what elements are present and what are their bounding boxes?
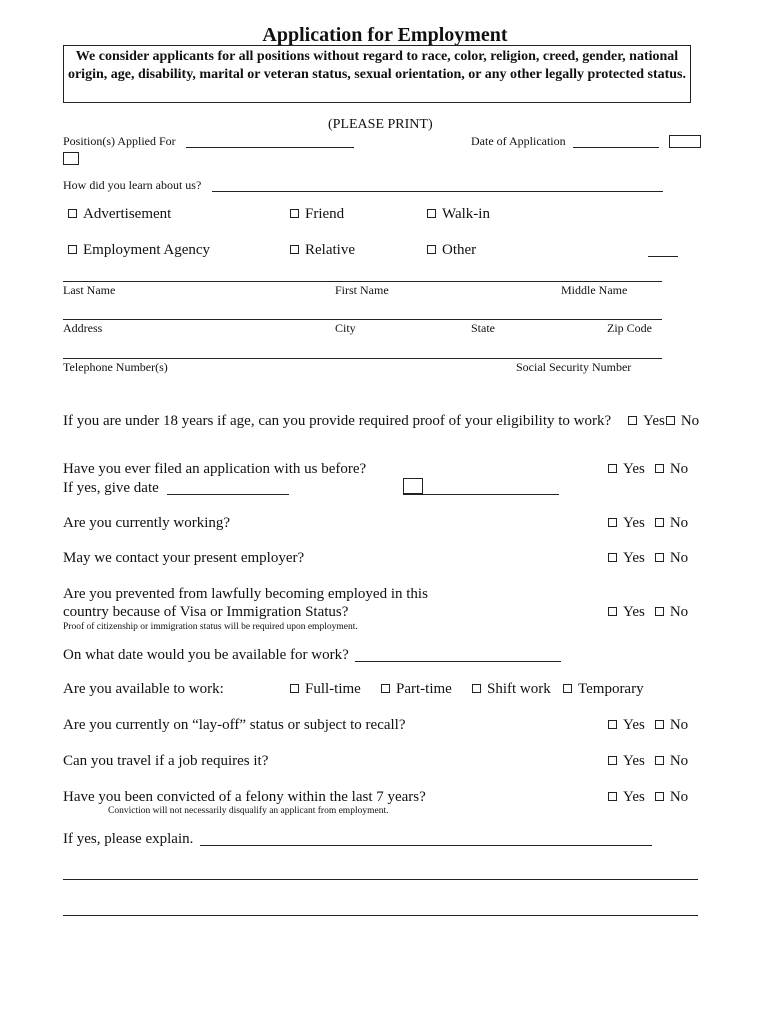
travel-question: Can you travel if a job requires it? [63,753,269,769]
yes-label: Yes [623,789,645,805]
felony-note: Conviction will not necessarily disqualify an applicant from employment. [108,806,389,816]
available-to-work-question: Are you available to work: [63,681,224,697]
source-advertisement[interactable] [68,206,171,223]
source-employment-agency[interactable] [68,242,210,259]
no-checkbox[interactable] [655,607,664,616]
yes-checkbox[interactable] [608,607,617,616]
no-checkbox[interactable] [666,416,675,425]
explain-input-line-2[interactable] [63,879,698,880]
under18-yes-no[interactable] [628,413,699,430]
option-label: Walk-in [442,206,490,222]
yes-label: Yes [623,604,645,620]
address-label: Address [63,321,103,335]
option-label: Friend [305,206,345,222]
no-checkbox[interactable] [655,518,664,527]
option-label: Other [442,242,477,258]
no-checkbox[interactable] [655,553,664,562]
visa-yes-no[interactable] [608,604,688,621]
option-label: Full-time [305,681,361,697]
filed-date-box[interactable] [403,478,423,494]
please-print-label: (PLEASE PRINT) [328,117,433,132]
zip-label: Zip Code [607,321,652,335]
no-label: No [669,789,689,805]
work-type-shift-work[interactable] [472,681,551,698]
under18-question: If you are under 18 years if age, can you provide required proof of your eligibility to work? [63,413,612,429]
phone-label: Telephone Number(s) [63,360,168,374]
position-field-box[interactable] [63,152,79,165]
phone-input-line[interactable] [63,358,662,359]
yes-checkbox[interactable] [608,518,617,527]
no-label: No [680,413,700,429]
no-label: No [669,717,689,733]
filed-date-input-line[interactable] [167,494,289,495]
currently-working-yes-no[interactable] [608,515,688,532]
address-input-line[interactable] [63,319,662,320]
filed-date-extra-line[interactable] [403,494,559,495]
no-label: No [669,753,689,769]
option-label: Temporary [578,681,644,697]
no-checkbox[interactable] [655,464,664,473]
filed-before-yes-no[interactable] [608,461,688,478]
available-date-input-line[interactable] [355,661,561,662]
layoff-question: Are you currently on “lay-off” status or subject to recall? [63,717,406,733]
yes-label: Yes [623,461,645,477]
source-walk-in[interactable] [427,206,490,223]
position-input-line[interactable] [186,147,354,148]
last-name-label: Last Name [63,283,116,297]
option-label: Employment Agency [83,242,211,258]
no-label: No [669,604,689,620]
checkbox[interactable] [381,684,390,693]
yes-checkbox[interactable] [608,464,617,473]
date-of-application-input-line[interactable] [573,147,659,148]
work-type-temporary[interactable] [563,681,644,698]
no-checkbox[interactable] [655,756,664,765]
no-checkbox[interactable] [655,720,664,729]
position-label: Position(s) Applied For [63,134,176,148]
filed-before-question: Have you ever filed an application with us before? [63,461,367,477]
travel-yes-no[interactable] [608,753,688,770]
yes-checkbox[interactable] [608,553,617,562]
yes-label: Yes [623,717,645,733]
available-date-question: On what date would you be available for work? [63,647,349,663]
yes-label: Yes [643,413,665,429]
option-label: Part-time [396,681,452,697]
no-checkbox[interactable] [655,792,664,801]
yes-checkbox[interactable] [608,720,617,729]
yes-label: Yes [623,515,645,531]
visa-question-line1: Are you prevented from lawfully becoming employed in this [63,586,428,602]
layoff-yes-no[interactable] [608,717,688,734]
learn-input-line[interactable] [212,191,663,192]
middle-name-label: Middle Name [561,283,628,297]
work-type-part-time[interactable] [381,681,452,698]
date-field-box[interactable] [669,135,701,148]
checkbox[interactable] [290,245,299,254]
date-of-application-label: Date of Application [471,134,566,148]
checkbox[interactable] [427,245,436,254]
checkbox[interactable] [427,209,436,218]
checkbox[interactable] [472,684,481,693]
checkbox[interactable] [290,209,299,218]
name-input-line[interactable] [63,281,662,282]
first-name-label: First Name [335,283,389,297]
contact-employer-question: May we contact your present employer? [63,550,305,566]
currently-working-question: Are you currently working? [63,515,231,531]
no-label: No [669,461,689,477]
no-label: No [669,550,689,566]
option-label: Shift work [487,681,551,697]
yes-label: Yes [623,753,645,769]
checkbox[interactable] [68,245,77,254]
source-other[interactable] [427,242,476,259]
visa-note: Proof of citizenship or immigration status will be required upon employment. [63,622,358,632]
yes-label: Yes [623,550,645,566]
state-label: State [471,321,495,335]
no-label: No [669,515,689,531]
form-title: Application for Employment [262,24,508,46]
checkbox[interactable] [290,684,299,693]
source-friend[interactable] [290,206,344,223]
option-label: Advertisement [83,206,172,222]
option-label: Relative [305,242,355,258]
felony-yes-no[interactable] [608,789,688,806]
yes-checkbox[interactable] [628,416,637,425]
yes-checkbox[interactable] [608,792,617,801]
city-label: City [335,321,356,335]
explain-input-line-3[interactable] [63,915,698,916]
explain-label: If yes, please explain. [63,831,194,847]
yes-checkbox[interactable] [608,756,617,765]
equal-opportunity-notice: We consider applicants for all positions without regard to race, color, religion, creed, gender, national origin, age, disability, marital or veteran status, sexual orientation, or any other legally protected status. [63,45,691,103]
checkbox[interactable] [563,684,572,693]
other-input-line[interactable] [648,256,678,257]
source-relative[interactable] [290,242,355,259]
ssn-label: Social Security Number [516,360,632,374]
contact-employer-yes-no[interactable] [608,550,688,567]
if-yes-date-label: If yes, give date [63,480,159,496]
work-type-full-time[interactable] [290,681,361,698]
checkbox[interactable] [68,209,77,218]
felony-question: Have you been convicted of a felony within the last 7 years? [63,789,426,805]
learn-label: How did you learn about us? [63,178,202,192]
explain-input-line-1[interactable] [200,845,652,846]
visa-question-line2: country because of Visa or Immigration Status? [63,604,349,620]
